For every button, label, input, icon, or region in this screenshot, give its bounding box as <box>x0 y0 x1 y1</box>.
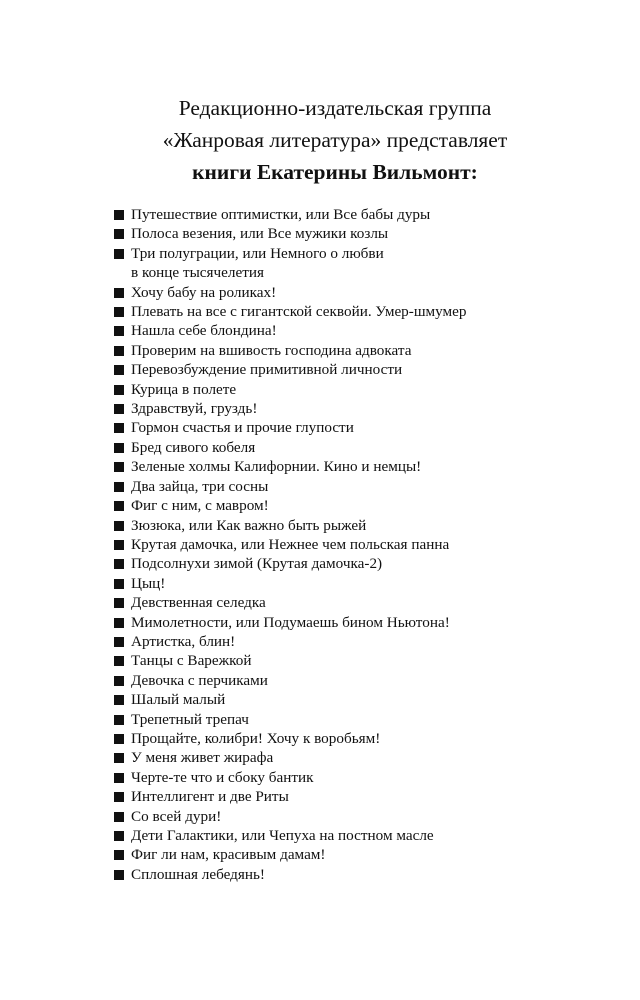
book-title: Артистка, блин! <box>131 632 236 650</box>
book-list-item <box>114 341 614 360</box>
book-title: Зеленые холмы Калифорнии. Кино и немцы! <box>131 458 422 476</box>
square-bullet-icon <box>114 540 124 550</box>
book-list-item <box>114 418 614 437</box>
square-bullet-icon <box>114 618 124 628</box>
square-bullet-icon <box>114 326 124 336</box>
book-list-item <box>114 845 614 864</box>
square-bullet-icon <box>114 423 124 433</box>
book-list-item <box>114 787 614 806</box>
book-list-item <box>114 826 614 845</box>
book-list-item <box>114 496 614 515</box>
book-list-item <box>114 283 614 302</box>
book-title: Интеллигент и две Риты <box>131 788 289 806</box>
book-title: Танцы с Варежкой <box>131 652 252 670</box>
square-bullet-icon <box>114 850 124 860</box>
book-list-item <box>114 807 614 826</box>
book-title: Бред сивого кобеля <box>131 438 256 456</box>
book-title: Шалый малый <box>131 691 226 709</box>
book-list-item <box>114 632 614 651</box>
square-bullet-icon <box>114 715 124 725</box>
book-title: Перевозбуждение примитивной личности <box>131 361 403 379</box>
book-list-item <box>114 224 614 243</box>
book-title: Плевать на все с гигантской секвойи. Умер-шмумер <box>131 303 467 321</box>
book-list <box>114 205 614 884</box>
book-list-item <box>114 244 614 283</box>
book-list-item <box>114 748 614 767</box>
book-list-item <box>114 651 614 670</box>
square-bullet-icon <box>114 773 124 783</box>
square-bullet-icon <box>114 734 124 744</box>
book-list-item <box>114 613 614 632</box>
square-bullet-icon <box>114 288 124 298</box>
book-title: Фиг ли нам, красивым дамам! <box>131 846 326 864</box>
square-bullet-icon <box>114 443 124 453</box>
book-list-item <box>114 477 614 496</box>
book-list-item <box>114 516 614 535</box>
square-bullet-icon <box>114 307 124 317</box>
square-bullet-icon <box>114 792 124 802</box>
book-list-item <box>114 554 614 573</box>
book-title: Дети Галактики, или Чепуха на постном масле <box>131 827 434 844</box>
square-bullet-icon <box>114 229 124 239</box>
book-title: Хочу бабу на роликах! <box>131 283 277 301</box>
book-title: Проверим на вшивость господина адвоката <box>131 341 412 359</box>
book-list-item <box>114 593 614 612</box>
square-bullet-icon <box>114 831 124 841</box>
book-title: Сплошная лебедянь! <box>131 865 265 883</box>
book-title: Три полуграции, или Немного о любви <box>131 244 384 262</box>
square-bullet-icon <box>114 385 124 395</box>
book-title: У меня живет жирафа <box>131 749 274 767</box>
book-list-item <box>114 865 614 884</box>
book-title: Прощайте, колибри! Хочу к воробьям! <box>131 729 381 747</box>
square-bullet-icon <box>114 210 124 220</box>
book-list-item <box>114 768 614 787</box>
book-list-item <box>114 710 614 729</box>
square-bullet-icon <box>114 812 124 822</box>
square-bullet-icon <box>114 695 124 705</box>
square-bullet-icon <box>114 753 124 763</box>
book-list-item <box>114 302 614 321</box>
square-bullet-icon <box>114 521 124 531</box>
book-list-item <box>114 399 614 418</box>
square-bullet-icon <box>114 462 124 472</box>
page-header <box>60 92 610 188</box>
book-title: Трепетный трепач <box>131 710 249 728</box>
book-title: Гормон счастья и прочие глупости <box>131 419 354 437</box>
book-list-item <box>114 729 614 748</box>
book-title: в конце тысячелетия <box>131 264 264 282</box>
square-bullet-icon <box>114 404 124 414</box>
book-list-item <box>114 438 614 457</box>
publisher-line: Редакционно-издательская группа <box>178 96 492 120</box>
square-bullet-icon <box>114 637 124 647</box>
book-title: Зюзюка, или Как важно быть рыжей <box>131 516 367 534</box>
book-list-item <box>114 457 614 476</box>
book-title: Нашла себе блондина! <box>131 322 277 340</box>
book-title: Цыц! <box>131 574 166 592</box>
square-bullet-icon <box>114 501 124 511</box>
book-title: Путешествие оптимистки, или Все бабы дуры <box>131 206 431 223</box>
square-bullet-icon <box>114 482 124 492</box>
book-title: Подсолнухи зимой (Крутая дамочка-2) <box>131 555 383 573</box>
book-list-item <box>114 535 614 554</box>
square-bullet-icon <box>114 676 124 686</box>
book-title: Черте-те что и сбоку бантик <box>131 768 314 786</box>
square-bullet-icon <box>114 656 124 666</box>
author-line: книги Екатерины Вильмонт: <box>192 160 478 184</box>
book-list-item <box>114 574 614 593</box>
book-list-item <box>114 671 614 690</box>
series-line: «Жанровая литература» представляет <box>162 128 508 152</box>
book-title: Здравствуй, груздь! <box>131 400 258 418</box>
book-list-item <box>114 321 614 340</box>
book-list-item <box>114 690 614 709</box>
book-list-item <box>114 205 614 224</box>
square-bullet-icon <box>114 559 124 569</box>
square-bullet-icon <box>114 870 124 880</box>
square-bullet-icon <box>114 346 124 356</box>
square-bullet-icon <box>114 598 124 608</box>
book-title: Крутая дамочка, или Нежнее чем польская панна <box>131 535 450 553</box>
square-bullet-icon <box>114 249 124 259</box>
book-title: Курица в полете <box>131 380 237 398</box>
book-title: Девочка с перчиками <box>131 671 268 689</box>
book-title: Фиг с ним, с мавром! <box>131 497 269 515</box>
book-list-item <box>114 380 614 399</box>
book-title: Мимолетности, или Подумаешь бином Ньютона! <box>131 613 450 631</box>
book-title: Девственная селедка <box>131 594 266 612</box>
book-list-item <box>114 360 614 379</box>
square-bullet-icon <box>114 365 124 375</box>
book-title: Полоса везения, или Все мужики козлы <box>131 225 389 243</box>
book-title: Со всей дури! <box>131 807 222 825</box>
square-bullet-icon <box>114 579 124 589</box>
book-title: Два зайца, три сосны <box>131 477 269 495</box>
